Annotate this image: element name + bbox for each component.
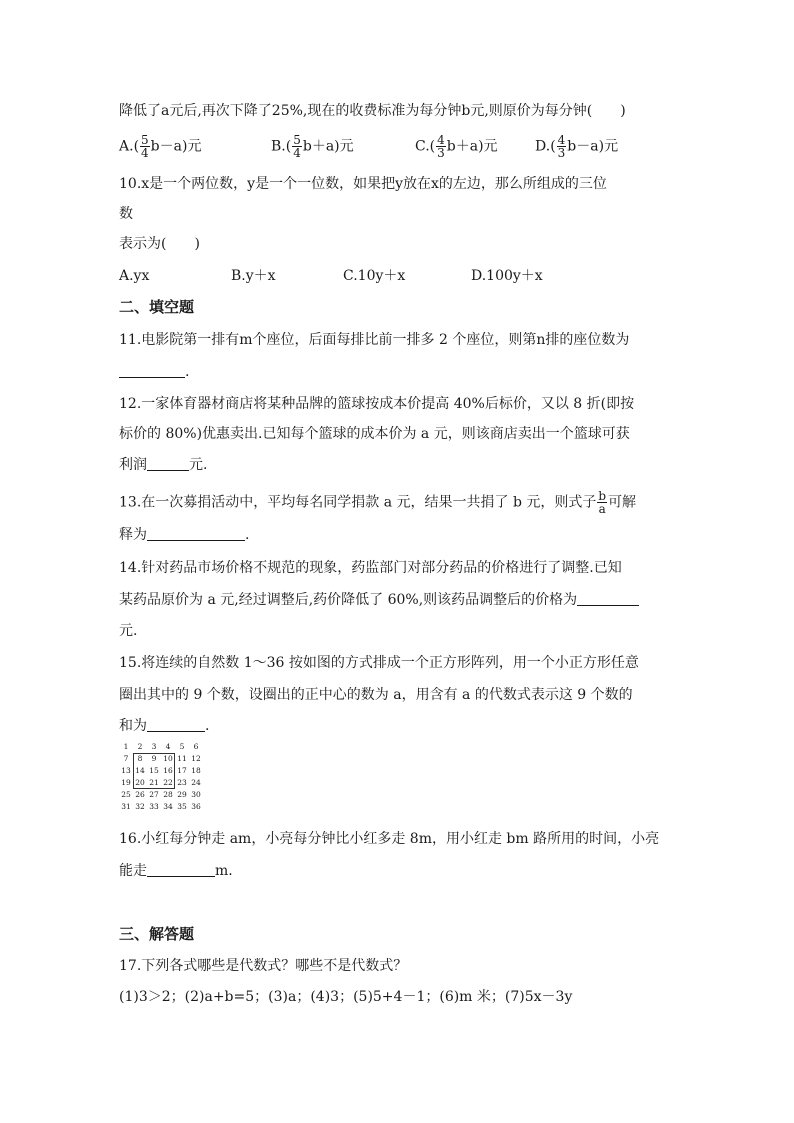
q10-line1: 10.x是一个两位数，y是一个一位数，如果把y放在x的左边，那么所组成的三位 bbox=[119, 176, 607, 192]
grid-cell: 19 bbox=[121, 778, 131, 787]
q14-line2: 某药品原价为 a 元,经过调整后,药价降低了 60%,则该药品调整后的价格为 bbox=[119, 590, 639, 610]
grid-cell: 1 bbox=[123, 742, 129, 751]
q10-line3: 表示为( ) bbox=[119, 236, 200, 252]
grid-cell: 27 bbox=[149, 790, 159, 799]
q15-line3: 和为 . bbox=[119, 718, 210, 734]
q15-line1: 15.将连续的自然数 1～36 按如图的方式排成一个正方形阵列，用一个小正方形任意 bbox=[119, 655, 639, 671]
grid-cell: 9 bbox=[151, 754, 157, 763]
answer-blank[interactable] bbox=[147, 717, 205, 732]
grid-cell: 3 bbox=[151, 742, 157, 751]
grid-cell: 15 bbox=[149, 766, 159, 775]
option-d: D.100y＋x bbox=[471, 268, 543, 284]
q10-options bbox=[119, 266, 739, 286]
grid-cell: 21 bbox=[149, 778, 159, 787]
option-d: D.( $\frac{4}{3}$ b－a)元 bbox=[535, 133, 619, 160]
fraction-b-over-a: $\frac{b}{a}$ bbox=[598, 489, 607, 516]
q14-line3: 元. bbox=[119, 623, 138, 639]
option-c: C.10y＋x bbox=[343, 268, 406, 284]
grid-cell: 34 bbox=[163, 802, 173, 811]
grid-cell: 31 bbox=[121, 802, 131, 811]
grid-cell: 6 bbox=[193, 742, 199, 751]
answer-blank[interactable] bbox=[119, 363, 185, 378]
option-b: B.y＋x bbox=[231, 268, 276, 284]
grid-cell: 18 bbox=[191, 766, 201, 775]
section-title-fill-in: 二、填空题 bbox=[119, 298, 195, 316]
option-a: A.yx bbox=[119, 268, 150, 284]
grid-cell: 11 bbox=[177, 754, 187, 763]
grid-cell: 7 bbox=[123, 754, 129, 763]
grid-cell: 29 bbox=[177, 790, 187, 799]
grid-cell: 8 bbox=[137, 754, 143, 763]
grid-cell: 20 bbox=[135, 778, 145, 787]
grid-cell: 14 bbox=[135, 766, 145, 775]
grid-cell: 5 bbox=[179, 742, 185, 751]
q12-line3: 利润 元. bbox=[119, 457, 208, 473]
q11-line1: 11.电影院第一排有m个座位，后面每排比前一排多 2 个座位，则第n排的座位数为 bbox=[119, 332, 630, 348]
grid-cell: 10 bbox=[163, 754, 173, 763]
grid-cell: 22 bbox=[163, 778, 173, 787]
q15-line2: 圈出其中的 9 个数，设圈出的正中心的数为 a，用含有 a 的代数式表示这 9 个数的 bbox=[119, 687, 633, 703]
grid-cell: 23 bbox=[177, 778, 187, 787]
q12-line1: 12.一家体育器材商店将某种品牌的篮球按成本价提高 40%后标价，又以 8 折(即按 bbox=[119, 396, 635, 412]
section-title-solve: 三、解答题 bbox=[119, 925, 195, 943]
grid-cell: 28 bbox=[163, 790, 173, 799]
option-a: A.( $\frac{5}{4}$ b－a)元 bbox=[119, 133, 202, 160]
grid-cell: 35 bbox=[177, 802, 187, 811]
q14-line1: 14.针对药品市场价格不规范的现象，药监部门对部分药品的价格进行了调整.已知 bbox=[119, 560, 622, 576]
grid-cell: 32 bbox=[135, 802, 145, 811]
q17-line1: 17.下列各式哪些是代数式？哪些不是代数式？ bbox=[119, 958, 408, 974]
q13-line1: 13.在一次募捐活动中，平均每名同学捐款 a 元，结果一共捐了 b 元，则式子 $\frac{b}{a}$ 可解 bbox=[119, 489, 637, 516]
grid-cell: 13 bbox=[121, 766, 131, 775]
q17-line2: (1)3＞2；(2)a+b=5；(3)a；(4)3；(5)5+4－1；(6)m 米；(7)5x－3y bbox=[119, 989, 573, 1005]
grid-cell: 33 bbox=[149, 802, 159, 811]
q12-line2: 标价的 80%)优惠卖出.已知每个篮球的成本价为 a 元，则该商店卖出一个篮球可获 bbox=[119, 426, 630, 442]
q9-text: 降低了a元后,再次下降了25%,现在的收费标准为每分钟b元,则原价为每分钟( ) bbox=[119, 103, 626, 119]
answer-blank[interactable] bbox=[577, 591, 639, 606]
q9-options bbox=[119, 134, 739, 162]
answer-blank[interactable] bbox=[147, 862, 215, 877]
q16-line1: 16.小红每分钟走 am，小亮每分钟比小红多走 8m，用小红走 bm 路所用的时间，小亮 bbox=[119, 831, 660, 847]
grid-cell: 16 bbox=[163, 766, 173, 775]
grid-cell: 36 bbox=[191, 802, 201, 811]
q13-line2: 释为 . bbox=[119, 527, 250, 543]
q16-line2: 能走 m. bbox=[119, 863, 233, 879]
grid-cell: 24 bbox=[191, 778, 201, 787]
grid-cell: 12 bbox=[191, 754, 201, 763]
answer-blank[interactable] bbox=[147, 456, 189, 471]
number-grid-figure bbox=[119, 741, 203, 816]
grid-cell: 17 bbox=[177, 766, 187, 775]
grid-cell: 4 bbox=[165, 742, 171, 751]
q11-line2: . bbox=[119, 362, 189, 382]
grid-cell: 30 bbox=[191, 790, 201, 799]
option-b: B.( $\frac{5}{4}$ b＋a)元 bbox=[271, 133, 354, 160]
grid-cell: 25 bbox=[121, 790, 131, 799]
grid-cell: 2 bbox=[137, 742, 143, 751]
answer-blank[interactable] bbox=[147, 526, 245, 541]
option-c: C.( $\frac{4}{3}$ b＋a)元 bbox=[415, 133, 498, 160]
grid-cell: 26 bbox=[135, 790, 145, 799]
q10-line2: 数 bbox=[119, 206, 133, 222]
